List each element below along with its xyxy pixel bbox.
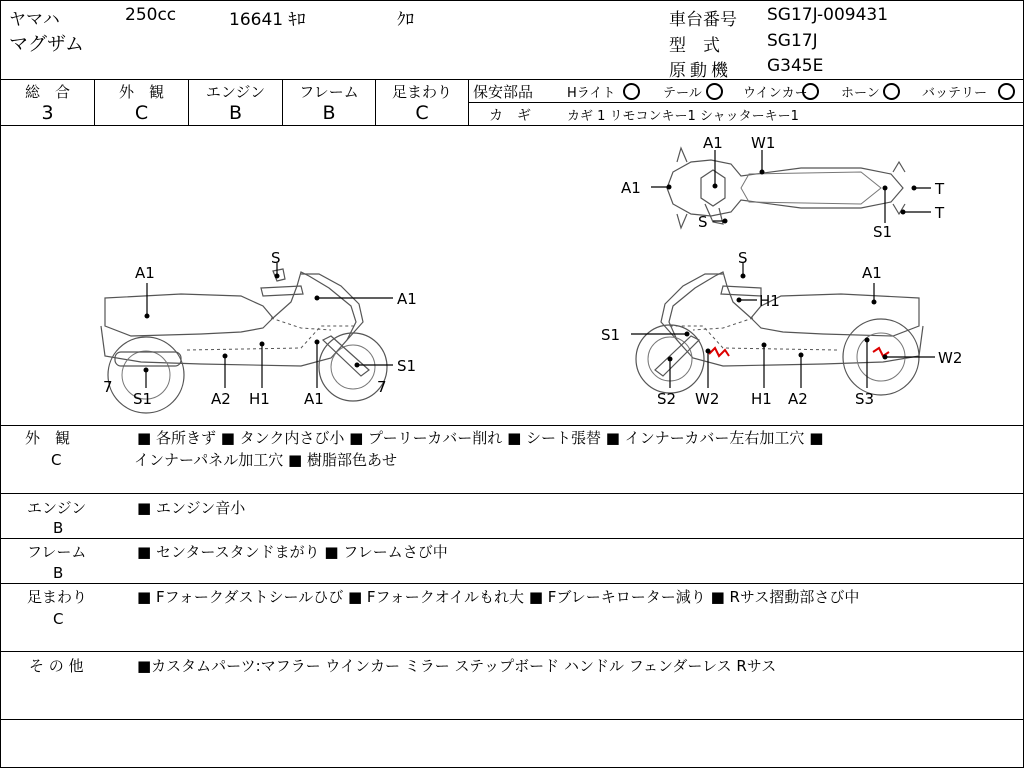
ok-circle-icon <box>998 83 1015 100</box>
safety-item-headlight: Hライト <box>567 86 616 101</box>
label-a1: A1 <box>304 390 324 408</box>
label-s: S <box>271 249 281 267</box>
maker: ヤマハ <box>9 10 60 30</box>
grade-suspension-label: 足まわり <box>391 83 452 101</box>
label-w1: W1 <box>751 134 776 152</box>
label-s: S <box>738 249 748 267</box>
label-a1: A1 <box>703 134 723 152</box>
label-h1: H1 <box>759 292 780 310</box>
grade-suspension-value: C <box>415 102 429 124</box>
grade-frame-value: B <box>322 102 336 124</box>
section-exterior-line-1: ■ 各所きず ■ タンク内さび小 ■ プーリーカバー削れ ■ シート張替 ■ インナーカバー左右加工穴 ■ <box>137 429 824 447</box>
engine-value: G345E <box>767 56 824 76</box>
engine-label: 原動機 <box>669 61 732 81</box>
label-w2: W2 <box>695 390 720 408</box>
damage-diagram <box>1 126 1023 425</box>
safety-item-winker: ウインカー <box>743 86 808 101</box>
section-exterior-label: 外 観 <box>25 429 71 447</box>
type-label: 型 式 <box>669 36 720 56</box>
label-s1: S1 <box>873 223 893 241</box>
label-s1: S1 <box>601 326 621 344</box>
frame-no-label: 車台番号 <box>669 10 737 30</box>
safety-item-battery: バッテリー <box>922 86 988 101</box>
safety-item-horn: ホーン <box>841 86 880 101</box>
model-name: マグザム <box>9 33 85 55</box>
label-7: 7 <box>377 378 387 396</box>
section-frame-grade: B <box>53 564 64 582</box>
label-s3: S3 <box>855 390 875 408</box>
section-exterior-line-2: インナーパネル加工穴 ■ 樹脂部色あせ <box>134 451 397 469</box>
section-other-line-1: ■カスタムパーツ:マフラー ウインカー ミラー ステップボード ハンドル フェンダーレス Rサス <box>137 657 777 675</box>
section-frame-label: フレーム <box>27 543 87 561</box>
grade-overall-value: 3 <box>41 102 54 124</box>
label-s2: S2 <box>657 390 677 408</box>
safety-item-tail: テール <box>663 86 702 101</box>
label-a2: A2 <box>788 390 808 408</box>
grade-exterior-label: 外 観 <box>118 83 164 101</box>
label-a2: A2 <box>211 390 231 408</box>
grade-engine-label: エンジン <box>205 83 266 101</box>
section-other-label: そ の 他 <box>29 657 84 675</box>
label-s1: S1 <box>133 390 153 408</box>
label-s1: S1 <box>397 357 417 375</box>
section-exterior-grade: C <box>51 451 62 469</box>
label-a1: A1 <box>397 290 417 308</box>
key-value: カギ 1 リモコンキー1 シャッターキー1 <box>567 109 799 124</box>
type-value: SG17J <box>767 31 818 51</box>
section-engine-grade: B <box>53 519 64 537</box>
ok-circle-icon <box>883 83 900 100</box>
section-engine-label: エンジン <box>27 499 87 517</box>
ok-circle-icon <box>706 83 723 100</box>
label-s: S <box>698 213 708 231</box>
label-t: T <box>935 180 945 198</box>
color: ｸﾛ <box>397 10 414 30</box>
ok-circle-icon <box>623 83 640 100</box>
label-a1: A1 <box>135 264 155 282</box>
grade-overall-label: 総 合 <box>24 83 70 101</box>
ok-circle-icon <box>802 83 819 100</box>
grade-exterior-value: C <box>134 102 149 124</box>
label-7: 7 <box>103 378 113 396</box>
label-h1: H1 <box>751 390 772 408</box>
label-h1: H1 <box>249 390 270 408</box>
grade-frame-label: フレーム <box>299 83 359 101</box>
label-w2: W2 <box>938 349 963 367</box>
section-frame-line-1: ■ センタースタンドまがり ■ フレームさび中 <box>137 543 448 561</box>
section-suspension-grade: C <box>53 610 64 628</box>
label-t: T <box>935 204 945 222</box>
section-engine-line-1: ■ エンジン音小 <box>137 499 246 517</box>
label-a1: A1 <box>621 179 641 197</box>
frame-no: SG17J-009431 <box>767 5 889 25</box>
displacement: 250cc <box>125 5 177 25</box>
key-label: カ ギ <box>489 108 531 124</box>
label-a1: A1 <box>862 264 882 282</box>
section-suspension-label: 足まわり <box>27 588 88 606</box>
grade-engine-value: B <box>228 102 243 124</box>
mileage: 16641 ｷﾛ <box>229 10 306 30</box>
section-suspension-line-1: ■ Fフォークダストシールひび ■ Fフォークオイルもれ大 ■ Fブレーキローター減り ■ Rサス摺動部さび中 <box>137 588 860 606</box>
safety-label: 保安部品 <box>473 83 534 101</box>
